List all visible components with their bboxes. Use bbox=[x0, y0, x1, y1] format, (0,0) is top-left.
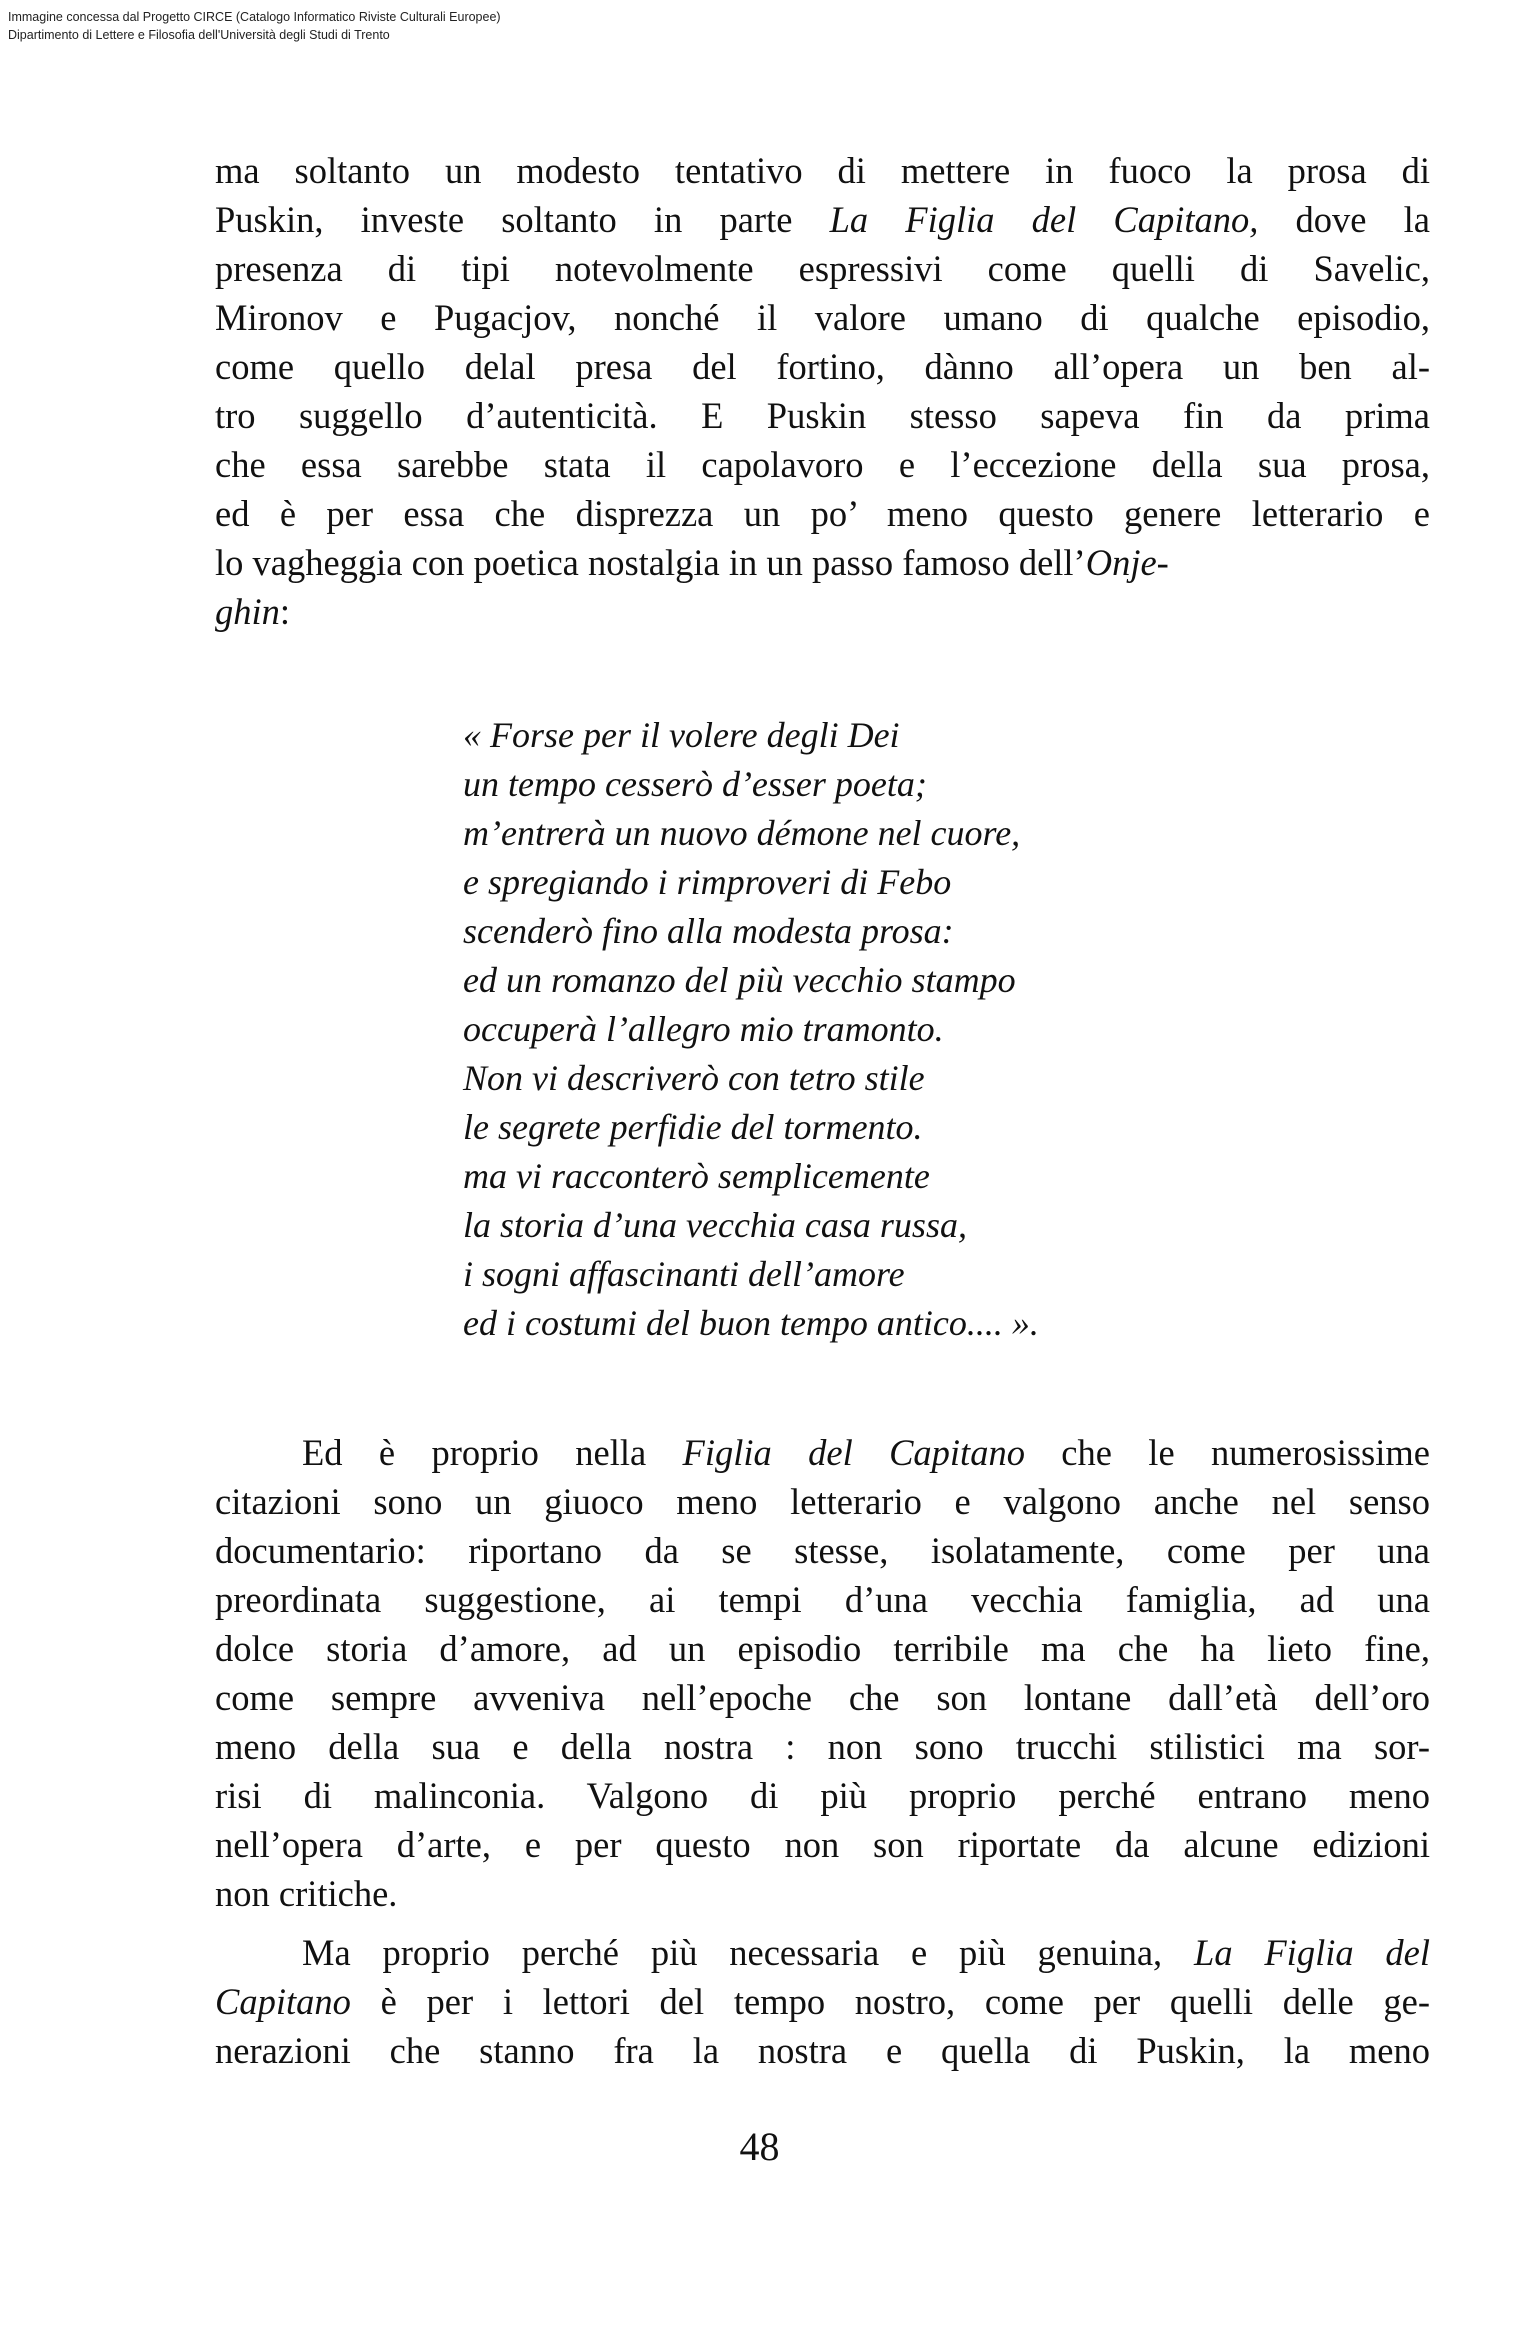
text-line bbox=[302, 1428, 1430, 1477]
text-run: ed è per essa che disprezza un po’ meno questo genere letterario e bbox=[215, 493, 1430, 534]
italic-title: ghin bbox=[215, 591, 280, 632]
poem-verse: ed i costumi del buon tempo antico.... ». bbox=[463, 1303, 1039, 1343]
italic-title: La Figlia del Capitano, bbox=[829, 199, 1259, 240]
poem-verse: Non vi descriverò con tetro stile bbox=[463, 1058, 925, 1098]
text-run: che le numerosissime bbox=[1024, 1432, 1430, 1473]
text-line bbox=[215, 440, 1430, 489]
text-line bbox=[302, 1928, 1430, 1977]
image-credit-line-1: Immagine concessa dal Progetto CIRCE (Catalogo Informatico Riviste Culturali Europee) bbox=[8, 10, 501, 24]
text-line bbox=[215, 195, 1430, 244]
text-run: Mironov e Pugacjov, nonché il valore umano di qualche episodio, bbox=[215, 297, 1430, 338]
image-credit-line-2: Dipartimento di Lettere e Filosofia dell'Università degli Studi di Trento bbox=[8, 28, 390, 42]
text-line bbox=[215, 293, 1430, 342]
text-run: presenza di tipi notevolmente espressivi come quelli di Savelic, bbox=[215, 248, 1430, 289]
text-line bbox=[215, 587, 1430, 636]
text-run: risi di malinconia. Valgono di più proprio perché entrano meno bbox=[215, 1775, 1430, 1816]
text-run: Puskin, investe soltanto in parte bbox=[215, 199, 830, 240]
poem-verse: m’entrerà un nuovo démone nel cuore, bbox=[463, 813, 1021, 853]
italic-title: Figlia del Capitano bbox=[682, 1432, 1025, 1473]
italic-title: La Figlia del bbox=[1194, 1932, 1431, 1973]
text-line bbox=[215, 1977, 1430, 2026]
poem-verse: un tempo cesserò d’esser poeta; bbox=[463, 764, 927, 804]
text-run: come sempre avveniva nell’epoche che son lontane dall’età dell’oro bbox=[215, 1677, 1430, 1718]
poem-verse: le segrete perfidie del tormento. bbox=[463, 1107, 923, 1147]
poem-verse: ed un romanzo del più vecchio stampo bbox=[463, 960, 1016, 1000]
text-run: Ed è proprio nella bbox=[302, 1432, 683, 1473]
poem-verse: « Forse per il volere degli Dei bbox=[463, 715, 900, 755]
text-run: è per i lettori del tempo nostro, come per quelli delle ge- bbox=[350, 1981, 1430, 2022]
text-run: preordinata suggestione, ai tempi d’una vecchia famiglia, ad una bbox=[215, 1579, 1430, 1620]
poem-verse: occuperà l’allegro mio tramonto. bbox=[463, 1009, 944, 1049]
text-line bbox=[215, 1771, 1430, 1820]
text-line bbox=[215, 1673, 1430, 1722]
text-line bbox=[215, 1526, 1430, 1575]
poem-verse: e spregiando i rimproveri di Febo bbox=[463, 862, 952, 902]
italic-title: Onje- bbox=[1085, 542, 1169, 583]
text-run: lo vagheggia con poetica nostalgia in un passo famoso dell’ bbox=[215, 542, 1086, 583]
italic-title: Capitano bbox=[215, 1981, 351, 2022]
text-line bbox=[215, 2026, 1430, 2075]
poem-verse: scenderò fino alla modesta prosa: bbox=[463, 911, 954, 951]
text-line bbox=[215, 1869, 1430, 1918]
text-line bbox=[215, 1575, 1430, 1624]
text-run: come quello delal presa del fortino, dànno all’opera un ben al- bbox=[215, 346, 1430, 387]
text-line bbox=[215, 391, 1430, 440]
text-run: : bbox=[279, 591, 291, 632]
text-run: dove la bbox=[1258, 199, 1430, 240]
text-line bbox=[215, 1820, 1430, 1869]
text-run: nell’opera d’arte, e per questo non son riportate da alcune edizioni bbox=[215, 1824, 1430, 1865]
text-line bbox=[215, 1624, 1430, 1673]
text-run: documentario: riportano da se stesse, isolatamente, come per una bbox=[215, 1530, 1430, 1571]
poem-verse: la storia d’una vecchia casa russa, bbox=[463, 1205, 967, 1245]
poem-verse: i sogni affascinanti dell’amore bbox=[463, 1254, 905, 1294]
text-line bbox=[215, 1477, 1430, 1526]
text-run: Ma proprio perché più necessaria e più genuina, bbox=[302, 1932, 1195, 1973]
page-number: 48 bbox=[739, 2124, 780, 2169]
text-run: ma soltanto un modesto tentativo di mettere in fuoco la prosa di bbox=[215, 150, 1430, 191]
text-run: meno della sua e della nostra : non sono trucchi stilistici ma sor- bbox=[215, 1726, 1430, 1767]
poem-verse: ma vi racconterò semplicemente bbox=[463, 1156, 930, 1196]
text-run: che essa sarebbe stata il capolavoro e l’eccezione della sua prosa, bbox=[215, 444, 1430, 485]
text-line bbox=[215, 146, 1430, 195]
text-run: dolce storia d’amore, ad un episodio terribile ma che ha lieto fine, bbox=[215, 1628, 1430, 1669]
text-run: citazioni sono un giuoco meno letterario e valgono anche nel senso bbox=[215, 1481, 1430, 1522]
text-line bbox=[215, 489, 1430, 538]
text-run: nerazioni che stanno fra la nostra e quella di Puskin, la meno bbox=[215, 2030, 1430, 2071]
text-line bbox=[215, 538, 1430, 587]
text-run: tro suggello d’autenticità. E Puskin stesso sapeva fin da prima bbox=[215, 395, 1430, 436]
text-line bbox=[215, 1722, 1430, 1771]
text-line bbox=[215, 244, 1430, 293]
text-run: non critiche. bbox=[215, 1873, 398, 1914]
text-line bbox=[215, 342, 1430, 391]
